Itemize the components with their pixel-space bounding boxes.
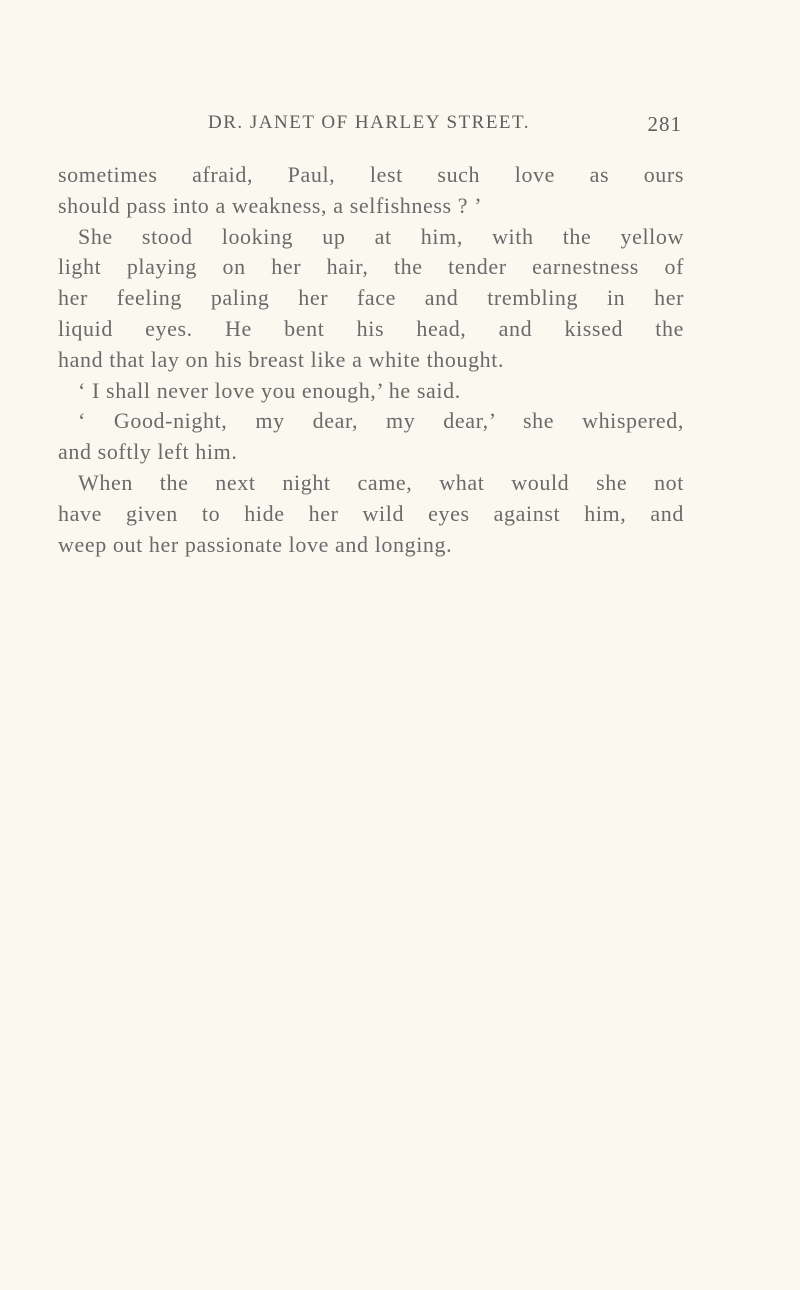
running-head xyxy=(56,112,682,142)
text-line: ‘ Good-night, my dear, my dear,’ she whispered, xyxy=(78,408,684,434)
text-line: her feeling paling her face and trembling in her xyxy=(58,285,684,311)
text-line: light playing on her hair, the tender earnestness of xyxy=(58,254,684,280)
body-text xyxy=(58,160,684,560)
text-line: She stood looking up at him, with the yellow xyxy=(78,223,684,249)
text-line: hand that lay on his breast like a white thought. xyxy=(58,346,505,372)
text-line: have given to hide her wild eyes against him, and xyxy=(58,500,684,526)
text-line: sometimes afraid, Paul, lest such love as ours xyxy=(58,162,684,187)
text-line: When the next night came, what would she not xyxy=(78,469,684,495)
text-line: ‘ I shall never love you enough,’ he said. xyxy=(78,377,461,403)
page-number: 281 xyxy=(647,112,682,136)
text-line: and softly left him. xyxy=(58,439,238,465)
text-line: liquid eyes. He bent his head, and kissed the xyxy=(58,315,684,341)
text-line: weep out her passionate love and longing. xyxy=(58,531,453,557)
text-line: should pass into a weakness, a selfishness ? ’ xyxy=(58,192,483,218)
running-title: DR. JANET OF HARLEY STREET. xyxy=(208,112,530,133)
